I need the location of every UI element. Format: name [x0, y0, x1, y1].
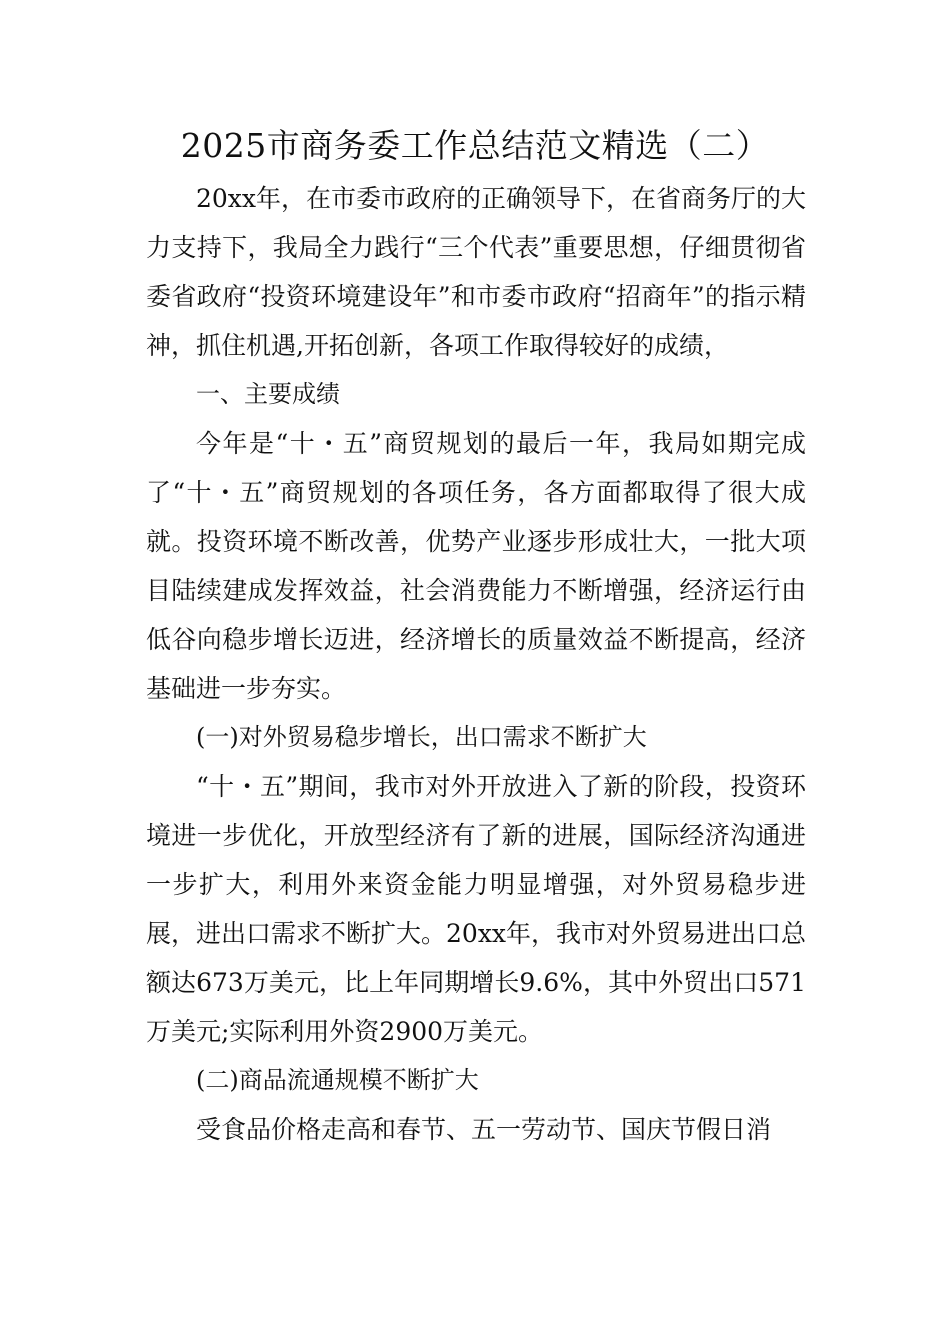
section-heading-main-achievements: 一、主要成绩 — [196, 380, 340, 408]
foreign-trade-paragraph: “十・五”期间，我市对外开放进入了新的阶段，投资环境进一步优化，开放型经济有了新的进展，国际经济沟通进一步扩大，利用外来资金能力明显增强，对外贸易稳步进展，进出口需求不断扩大。20xx年，我市对外贸易进出口总额达673万美元，比上年同期增长9.6%，其中外贸出口571万美元;实际利用外资2900万美元。 — [146, 772, 807, 1046]
commodity-circulation-paragraph: 受食品价格走高和春节、五一劳动节、国庆节假日消 — [196, 1115, 772, 1144]
achievements-paragraph: 今年是“十・五”商贸规划的最后一年，我局如期完成了“十・五”商贸规划的各项任务，各方面都取得了很大成就。投资环境不断改善，优势产业逐步形成壮大，一批大项目陆续建成发挥效益，社会消费能力不断增强，经济运行由低谷向稳步增长迈进，经济增长的质量效益不断提高，经济基础进一步夯实。 — [146, 429, 806, 703]
subsection-heading-commodity-circulation: (二)商品流通规模不断扩大 — [196, 1066, 479, 1094]
subsection-heading-foreign-trade: (一)对外贸易稳步增长，出口需求不断扩大 — [196, 723, 647, 751]
document-body — [146, 174, 806, 1154]
document-title: 2025市商务委工作总结范文精选（二） — [180, 126, 770, 165]
intro-paragraph: 20xx年，在市委市政府的正确领导下，在省商务厅的大力支持下，我局全力践行“三个代表”重要思想，仔细贯彻省委省政府“投资环境建设年”和市委市政府“招商年”的指示精神，抓住机遇,开拓创新，各项工作取得较好的成绩， — [146, 184, 807, 360]
